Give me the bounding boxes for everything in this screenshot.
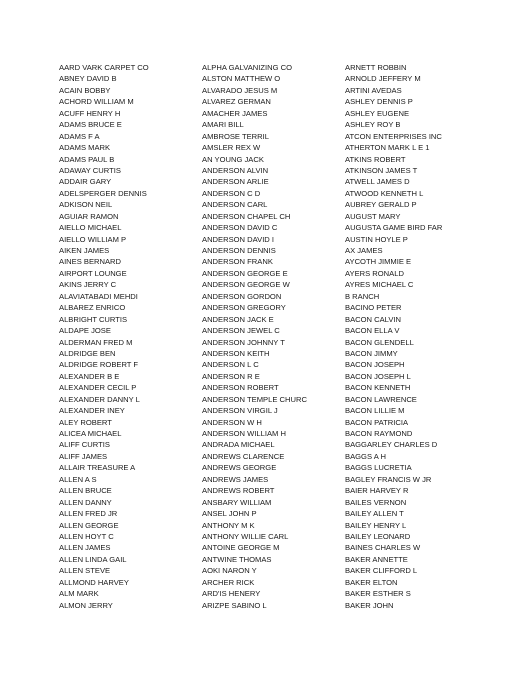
name-entry: ACAIN BOBBY <box>59 85 111 95</box>
name-entry: ANDERSON FRANK <box>202 257 273 267</box>
name-entry: AUBREY GERALD P <box>345 200 417 210</box>
name-entry: BACON RAYMOND <box>345 429 413 438</box>
name-entry: BACON JOSEPH L <box>345 371 411 381</box>
name-entry: ATCON ENTERPRISES INC <box>345 131 442 141</box>
name-entry: ADAMS MARK <box>59 143 111 153</box>
name-entry: B RANCH <box>345 291 380 301</box>
name-entry: ATKINSON JAMES T <box>345 165 418 175</box>
name-entry: ALM MARK <box>59 589 99 599</box>
name-entry: AINES BERNARD <box>59 257 122 267</box>
name-entry: ALLEN HOYT C <box>59 531 114 541</box>
name-entry: ANDERSON JOHNNY T <box>202 337 285 347</box>
name-entry: BACON JIMMY <box>345 348 398 358</box>
name-entry: ATWOOD KENNETH L <box>345 188 424 198</box>
name-entry: ALSTON MATTHEW O <box>202 74 281 84</box>
name-entry: BACON PATRICIA <box>345 417 409 427</box>
name-entry: ALICEA MICHAEL <box>59 429 122 438</box>
name-entry: ALEXANDER CECIL P <box>59 383 137 393</box>
name-entry: ANSEL JOHN P <box>202 509 257 519</box>
name-entry: AIELLO WILLIAM P <box>59 234 127 244</box>
name-entry: ARTINI AVEDAS <box>345 85 402 95</box>
name-entry: ANDERSON WILLIAM H <box>202 429 286 438</box>
name-entry: BAGLEY FRANCIS W JR <box>345 474 432 484</box>
name-entry: ARNETT ROBBIN <box>345 63 407 72</box>
name-entry: ANDREWS GEORGE <box>202 463 277 473</box>
name-entry: ALLEN LINDA GAIL <box>59 554 127 564</box>
name-entry: BAGGS A H <box>345 451 386 461</box>
name-entry: ANDERSON ALVIN <box>202 165 269 175</box>
name-entry: BACON GLENDELL <box>345 337 414 347</box>
name-entry: ALMON JERRY <box>59 600 113 610</box>
name-entry: ALLEN STEVE <box>59 566 111 576</box>
name-entry: ANDERSON L C <box>202 360 259 370</box>
name-entry: BAKER ESTHER S <box>345 589 411 599</box>
name-entry: ALLEN A S <box>59 474 97 484</box>
name-entry: ALBAREZ ENRICO <box>59 303 126 313</box>
name-entry: ADDAIR GARY <box>59 177 112 187</box>
name-entry: ATWELL JAMES D <box>345 177 410 187</box>
name-entry: ANTWINE THOMAS <box>202 554 272 564</box>
name-entry: BAILEY ALLEN T <box>345 509 404 519</box>
name-entry: ANDERSON DAVID I <box>202 234 275 244</box>
name-entry: ADKISON NEIL <box>59 200 113 210</box>
name-entry: ANDREWS JAMES <box>202 474 269 484</box>
name-entry: ANSBARY WILLIAM <box>202 497 272 507</box>
name-entry: AUSTIN HOYLE P <box>345 234 408 244</box>
name-entry: ANDERSON CARL <box>202 200 268 210</box>
name-column-1 <box>59 62 199 611</box>
name-entry: ANDERSON DENNIS <box>202 246 276 255</box>
name-entry: ALEY ROBERT <box>59 417 112 427</box>
name-entry: ANTHONY M K <box>202 520 255 530</box>
name-entry: ADAWAY CURTIS <box>59 165 121 175</box>
name-entry: ACUFF HENRY H <box>59 108 121 118</box>
name-entry: ANDERSON KEITH <box>202 348 270 358</box>
name-entry: ALLEN GEORGE <box>59 520 119 530</box>
name-entry: AMACHER JAMES <box>202 108 268 118</box>
name-entry: ANDREWS ROBERT <box>202 486 275 496</box>
name-entry: ANDERSON TEMPLE CHURC <box>202 394 307 404</box>
name-entry: ALBRIGHT CURTIS <box>59 314 128 324</box>
name-entry: ANDERSON GREGORY <box>202 303 286 313</box>
name-entry: BAKER ANNETTE <box>345 554 408 564</box>
name-entry: BAGGARLEY CHARLES D <box>345 440 438 450</box>
name-entry: ALLEN JAMES <box>59 543 111 553</box>
name-entry: ARIZPE SABINO L <box>202 600 267 610</box>
name-entry: BACON JOSEPH <box>345 360 405 370</box>
name-entry: AMBROSE TERRIL <box>202 131 269 141</box>
name-entry: AGUIAR RAMON <box>59 211 119 221</box>
name-entry: AIELLO MICHAEL <box>59 223 122 233</box>
name-entry: ALEXANDER INEY <box>59 406 125 416</box>
name-entry: ANDERSON GORDON <box>202 291 282 301</box>
name-entry: BAGGS LUCRETIA <box>345 463 412 473</box>
name-entry: AX JAMES <box>345 246 383 255</box>
name-entry: ADAMS F A <box>59 131 100 141</box>
name-entry: ASHLEY ROY B <box>345 120 401 130</box>
name-entry: BAKER ELTON <box>345 577 398 587</box>
name-entry: ADELSPERGER DENNIS <box>59 188 147 198</box>
name-entry: AARD VARK CARPET CO <box>59 63 149 72</box>
name-entry: ARNOLD JEFFERY M <box>345 74 421 84</box>
name-entry: ALPHA GALVANIZING CO <box>202 63 293 72</box>
name-entry: ANDERSON ROBERT <box>202 383 279 393</box>
name-entry: ANDERSON VIRGIL J <box>202 406 278 416</box>
name-entry: ALDAPE JOSE <box>59 326 111 336</box>
name-entry: ALLEN FRED JR <box>59 509 118 519</box>
name-entry: ANDERSON JEWEL C <box>202 326 280 336</box>
name-entry: BAKER CLIFFORD L <box>345 566 418 576</box>
name-column-3 <box>345 62 515 611</box>
name-entry: BACON KENNETH <box>345 383 411 393</box>
name-entry: ATKINS ROBERT <box>345 154 406 164</box>
name-entry: BAILEY LEONARD <box>345 531 411 541</box>
name-entry: ANDREWS CLARENCE <box>202 451 285 461</box>
name-entry: AOKI NARON Y <box>202 566 257 576</box>
name-entry: ANDRADA MICHAEL <box>202 440 275 450</box>
name-entry: BAINES CHARLES W <box>345 543 421 553</box>
name-entry: ALDRIDGE ROBERT F <box>59 360 139 370</box>
name-entry: AKINS JERRY C <box>59 280 117 290</box>
name-entry: ATHERTON MARK L E 1 <box>345 143 430 153</box>
name-entry: ALVAREZ GERMAN <box>202 97 271 107</box>
name-entry: ANDERSON GEORGE E <box>202 268 288 278</box>
name-entry: AIKEN JAMES <box>59 246 110 255</box>
name-entry: ALEXANDER DANNY L <box>59 394 140 404</box>
name-entry: ALLMOND HARVEY <box>59 577 129 587</box>
name-column-2 <box>202 62 342 611</box>
name-entry: BACON LAWRENCE <box>345 394 417 404</box>
name-entry: ARD'IS HENERY <box>202 589 261 599</box>
name-entry: AUGUSTA GAME BIRD FAR <box>345 223 443 233</box>
name-entry: BAKER JOHN <box>345 600 394 610</box>
name-entry: ASHLEY EUGENE <box>345 108 410 118</box>
name-entry: AIRPORT LOUNGE <box>59 268 127 278</box>
name-entry: ALLEN DANNY <box>59 497 112 507</box>
name-entry: ANTOINE GEORGE M <box>202 543 280 553</box>
name-entry: ARCHER RICK <box>202 577 255 587</box>
name-entry: AMARI BILL <box>202 120 244 130</box>
name-entry: ALIFF CURTIS <box>59 440 110 450</box>
name-entry: ANDERSON W H <box>202 417 262 427</box>
name-entry: ASHLEY DENNIS P <box>345 97 413 107</box>
name-entry: ALVARADO JESUS M <box>202 85 278 95</box>
name-entry: BACON ELLA V <box>345 326 400 336</box>
name-entry: ALDRIDGE BEN <box>59 348 116 358</box>
name-entry: AYERS RONALD <box>345 268 404 278</box>
name-entry: ALLAIR TREASURE A <box>59 463 136 473</box>
name-entry: BAIER HARVEY R <box>345 486 409 496</box>
name-entry: ANDERSON CHAPEL CH <box>202 211 291 221</box>
name-entry: BACON CALVIN <box>345 314 401 324</box>
name-entry: ADAMS BRUCE E <box>59 120 122 130</box>
name-entry: AYCOTH JIMMIE E <box>345 257 412 267</box>
name-entry: ADAMS PAUL B <box>59 154 115 164</box>
name-entry: ALIFF JAMES <box>59 451 108 461</box>
name-entry: ANDERSON DAVID C <box>202 223 278 233</box>
name-entry: BAILES VERNON <box>345 497 407 507</box>
name-entry: AUGUST MARY <box>345 211 401 221</box>
name-entry: ALLEN BRUCE <box>59 486 112 496</box>
name-entry: AMSLER REX W <box>202 143 261 153</box>
name-entry: ALAVIATABADI MEHDI <box>59 291 138 301</box>
name-entry: ACHORD WILLIAM M <box>59 97 134 107</box>
name-entry: BACINO PETER <box>345 303 402 313</box>
name-entry: ALDERMAN FRED M <box>59 337 133 347</box>
name-entry: ANDERSON JACK E <box>202 314 274 324</box>
name-entry: ANDERSON GEORGE W <box>202 280 290 290</box>
name-entry: ANDERSON ARLIE <box>202 177 269 187</box>
name-entry: AN YOUNG JACK <box>202 154 264 164</box>
name-entry: ALEXANDER B E <box>59 371 120 381</box>
name-entry: ANDERSON C D <box>202 188 261 198</box>
name-entry: AYRES MICHAEL C <box>345 280 414 290</box>
name-entry: ANTHONY WILLIE CARL <box>202 531 289 541</box>
name-entry: BACON LILLIE M <box>345 406 405 416</box>
name-entry: ABNEY DAVID B <box>59 74 117 84</box>
name-entry: BAILEY HENRY L <box>345 520 407 530</box>
name-entry: ANDERSON R E <box>202 371 260 381</box>
